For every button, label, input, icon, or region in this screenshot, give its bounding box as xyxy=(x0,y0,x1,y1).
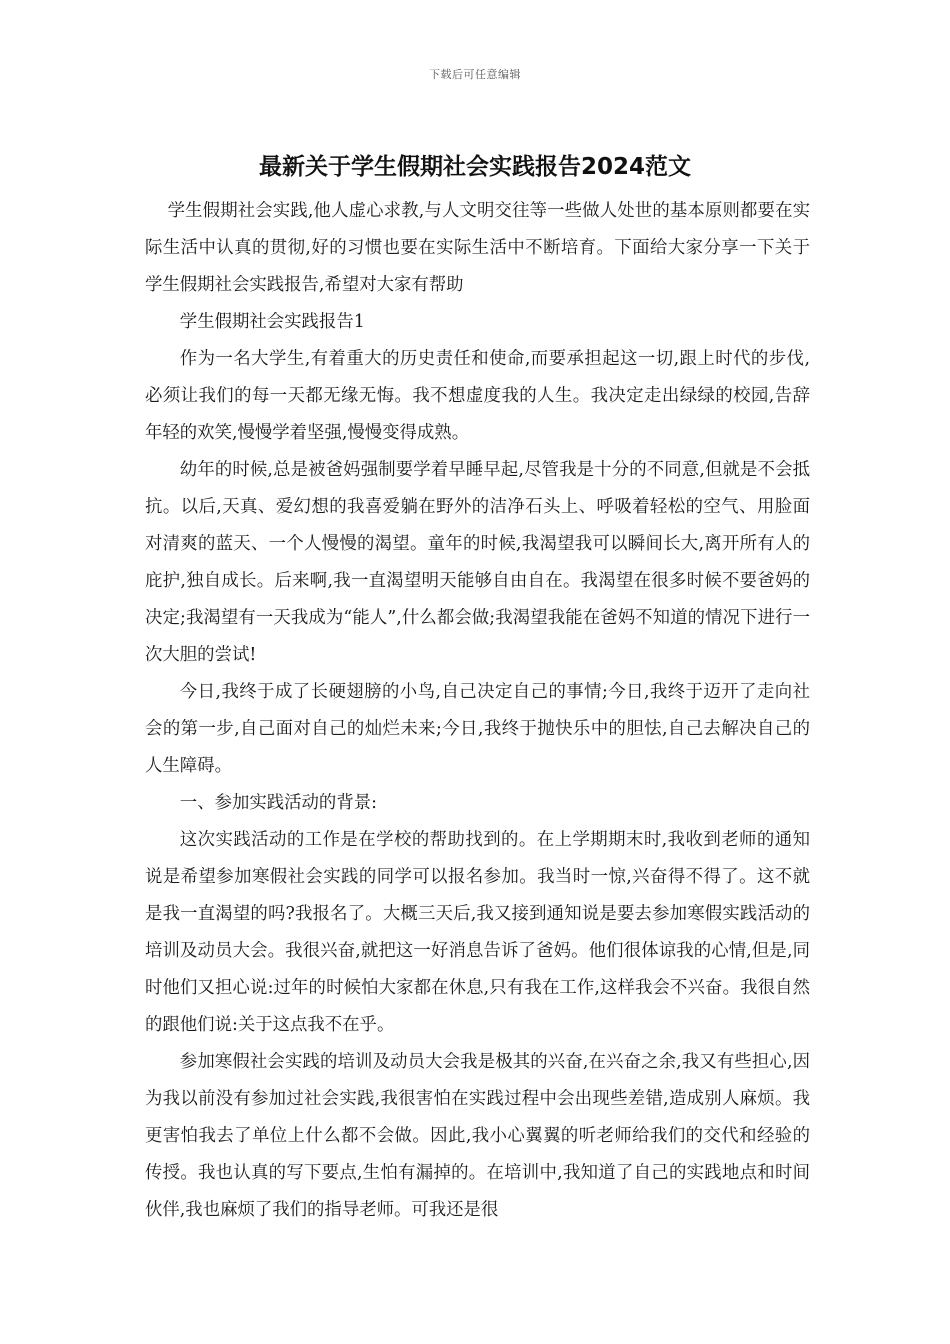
section-heading-background: 一、参加实践活动的背景: xyxy=(179,793,377,813)
paragraph: 作为一名大学生,有着重大的历史责任和使命,而要承担起这一切,跟上时代的步伐,必须让我们的每一天都无缘无悔。我不想虚度我的人生。我决定走出绿绿的校园,告辞年轻的欢笑,慢慢学着坚强,慢慢变得成熟。 xyxy=(145,349,810,443)
paragraph: 参加寒假社会实践的培训及动员大会我是极其的兴奋,在兴奋之余,我又有些担心,因为我以前没有参加过社会实践,我很害怕在实践过程中会出现些差错,造成别人麻烦。我更害怕我去了单位上什么都不会做。因此,我小心翼翼的听老师给我们的交代和经验的传授。我也认真的写下要点,生怕有漏掉的。在培训中,我知道了自己的实践地点和时间伙伴,我也麻烦了我们的指导老师。可我还是很 xyxy=(145,1052,810,1220)
document-title: 最新关于学生假期社会实践报告2024范文 xyxy=(258,154,691,180)
paragraph: 今日,我终于成了长硬翅膀的小鸟,自己决定自己的事情;今日,我终于迈开了走向社会的第一步,自己面对自己的灿烂未来;今日,我终于抛快乐中的胆怯,自己去解决自己的人生障碍。 xyxy=(145,682,810,776)
section-heading-report-1: 学生假期社会实践报告1 xyxy=(179,312,365,332)
paragraph: 幼年的时候,总是被爸妈强制要学着早睡早起,尽管我是十分的不同意,但就是不会抵抗。以后,天真、爱幻想的我喜爱躺在野外的洁净石头上、呼吸着轻松的空气、用脸面对清爽的蓝天、一个人慢慢的渴望。童年的时候,我渴望我可以瞬间长大,离开所有人的庇护,独自成长。后来啊,我一直渴望明天能够自由自在。我渴望在很多时候不要爸妈的决定;我渴望有一天我成为“能人”,什么都会做;我渴望我能在爸妈不知道的情况下进行一次大胆的尝试! xyxy=(145,460,810,665)
header-note: 下载后可任意编辑 xyxy=(429,68,521,81)
paragraph-intro: 学生假期社会实践,他人虚心求教,与人文明交往等一些做人处世的基本原则都要在实际生活中认真的贯彻,好的习惯也要在实际生活中不断培育。下面给大家分享一下关于学生假期社会实践报告,希望对大家有帮助 xyxy=(145,201,810,295)
document-body xyxy=(145,193,810,1229)
paragraph: 这次实践活动的工作是在学校的帮助找到的。在上学期期末时,我收到老师的通知说是希望参加寒假社会实践的同学可以报名参加。我当时一惊,兴奋得不得了。这不就是我一直渴望的吗?我报名了。大概三天后,我又接到通知说是要去参加寒假实践活动的培训及动员大会。我很兴奋,就把这一好消息告诉了爸妈。他们很体谅我的心情,但是,同时他们又担心说:过年的时候怕大家都在休息,只有我在工作,这样我会不兴奋。我很自然的跟他们说:关于这点我不在乎。 xyxy=(145,830,810,1035)
